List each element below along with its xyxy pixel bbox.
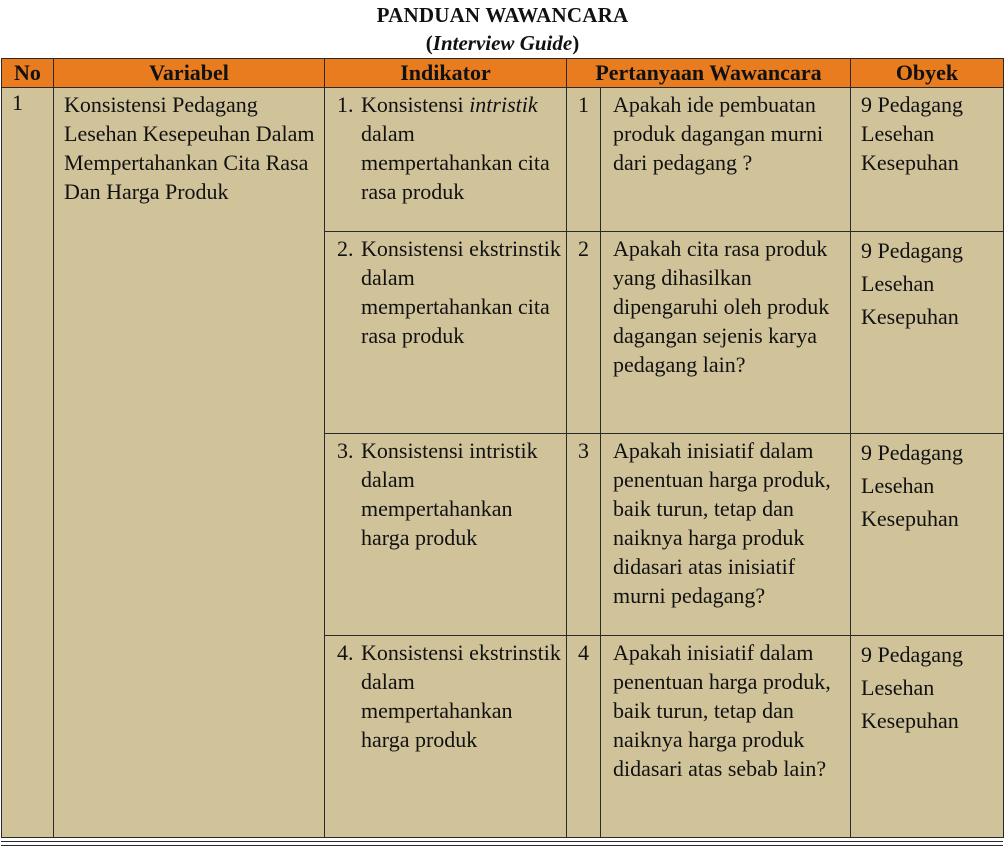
table-row bbox=[2, 88, 1004, 232]
variabel-cell: Konsistensi Pedagang Lesehan Kesepeuhan Dalam Mempertahankan Cita Rasa Dan Harga Produk bbox=[54, 88, 325, 838]
question-cell: Apakah cita rasa produk yang dihasilkan dipengaruhi oleh produk dagangan sejenis karya pedagang lain? bbox=[601, 232, 851, 434]
question-number-cell: 3 bbox=[567, 434, 601, 636]
subtitle-close-paren: ) bbox=[572, 31, 580, 55]
header-indikator: Indikator bbox=[325, 59, 567, 88]
indikator-number: 3. bbox=[337, 438, 354, 463]
indikator-text-italic: intristik bbox=[469, 92, 538, 117]
row-number-cell: 1 bbox=[2, 88, 54, 838]
indikator-item bbox=[337, 234, 562, 350]
interview-guide-table bbox=[1, 58, 1004, 838]
obyek-cell: 9 Pedagang Lesehan Kesepuhan bbox=[851, 232, 1004, 434]
indikator-text: Konsistensi ekstrinstik dalam mempertahankan cita rasa produk bbox=[361, 236, 561, 348]
indikator-text-post: dalam mempertahankan cita rasa produk bbox=[361, 121, 550, 204]
indikator-text-pre: Konsistensi bbox=[361, 92, 470, 117]
obyek-cell: 9 Pedagang Lesehan Kesepuhan bbox=[851, 636, 1004, 838]
document-subtitle bbox=[0, 30, 1005, 56]
header-no: No bbox=[2, 59, 54, 88]
indikator-number: 4. bbox=[337, 640, 354, 665]
indikator-number: 2. bbox=[337, 236, 354, 261]
question-number-cell: 2 bbox=[567, 232, 601, 434]
indikator-text: Konsistensi intristik dalam mempertahankan harga produk bbox=[361, 438, 538, 550]
indikator-text bbox=[361, 90, 562, 206]
indikator-cell bbox=[325, 636, 567, 838]
indikator-text: Konsistensi ekstrinstik dalam mempertahankan harga produk bbox=[361, 640, 561, 752]
header-variabel: Variabel bbox=[54, 59, 325, 88]
table-header-row bbox=[2, 59, 1004, 88]
question-cell: Apakah ide pembuatan produk dagangan murni dari pedagang ? bbox=[601, 88, 851, 232]
indikator-item bbox=[337, 638, 562, 754]
indikator-cell bbox=[325, 88, 567, 232]
header-pertanyaan: Pertanyaan Wawancara bbox=[567, 59, 851, 88]
question-number-cell: 4 bbox=[567, 636, 601, 838]
indikator-item bbox=[337, 436, 562, 552]
obyek-cell: 9 Pedagang Lesehan Kesepuhan bbox=[851, 434, 1004, 636]
subtitle-open-paren: ( bbox=[425, 31, 433, 55]
question-cell: Apakah inisiatif dalam penentuan harga produk, baik turun, tetap dan naiknya harga produk didasari atas sebab lain? bbox=[601, 636, 851, 838]
indikator-number: 1. bbox=[337, 92, 354, 117]
subtitle-italic-text: Interview Guide bbox=[432, 31, 573, 55]
document-title: PANDUAN WAWANCARA bbox=[376, 3, 629, 27]
indikator-cell bbox=[325, 434, 567, 636]
question-cell: Apakah inisiatif dalam penentuan harga produk, baik turun, tetap dan naiknya harga produk didasari atas inisiatif murni pedagang? bbox=[601, 434, 851, 636]
bottom-double-rule bbox=[1, 841, 1003, 846]
indikator-item bbox=[337, 90, 562, 206]
header-obyek: Obyek bbox=[851, 59, 1004, 88]
indikator-cell bbox=[325, 232, 567, 434]
question-number-cell: 1 bbox=[567, 88, 601, 232]
obyek-cell: 9 Pedagang Lesehan Kesepuhan bbox=[851, 88, 1004, 232]
